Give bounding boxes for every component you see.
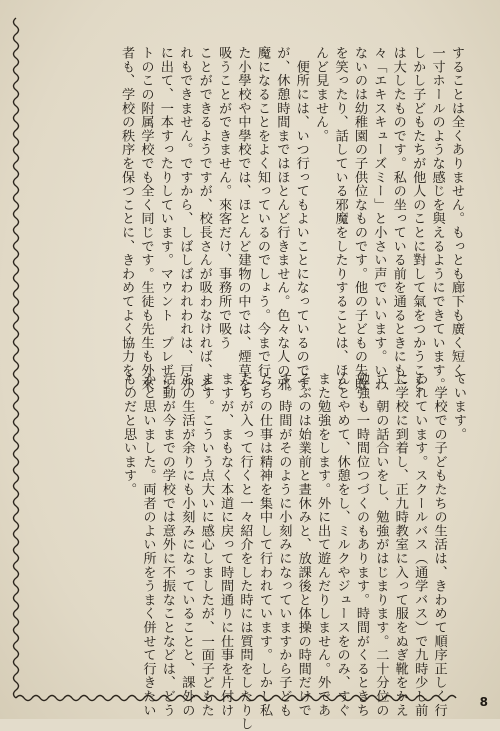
text-line: しかし子どもたちが他人のことに對して氣をつかうこと	[410, 46, 426, 391]
text-line: われています。スクールバス（通学バス）で九時少し前	[412, 372, 428, 717]
text-line: 勉強も一時間位つづくのもあります。時間がくるときち	[353, 372, 369, 717]
page-number: 8	[479, 695, 488, 709]
text-line: れもできません。ですから、しばしばわれわれは、戸外	[177, 46, 193, 391]
text-line: かと思いました。両者のよい所をうまく併せて行きたい	[140, 372, 156, 717]
text-line: んとやめて、休憩をし、ミルクやジュースをのみ、すぐ	[334, 372, 350, 717]
text-line: 活動が今までの学校では意外に不振なことなどは、どう	[159, 372, 175, 717]
lower-text-block	[119, 372, 468, 731]
text-line: ます。こういう点大いに感心しましたが、一面子どもた	[198, 372, 214, 717]
text-line: に出て、一本すったりしています。マウント プレザン	[157, 46, 173, 391]
text-line: ちの生活が余りにも小刻みになっていることと、課外の	[179, 372, 195, 717]
text-line: たちが入って行くと一々紹介をした時には質問をしたりし	[237, 372, 253, 731]
text-line: トのこの附属学校でも全く同じです。生徒も先生も外來	[138, 46, 154, 391]
text-line: 学校での子どもたちの生活は、きわめて順序正しく行	[431, 372, 447, 717]
text-line: 便所には、いつ行ってもよいことになっているのです	[293, 46, 309, 391]
text-line: することは全くありません。もっとも廊下も廣く短く、	[449, 46, 464, 391]
text-line: ますが、まもなく本道に戻って時間通りに仕事を片付け	[218, 372, 234, 717]
text-line: ものだと思います。	[121, 372, 137, 497]
text-line: 々「エキスキューズミー」と小さい声でいいます。いわ	[371, 46, 387, 391]
left-wavy-border	[14, 18, 19, 698]
text-line: たちの仕事は精神を集中して行われています。しかし私	[256, 372, 272, 717]
text-line: ないのは幼稚園の子供位なものです。他の子どもの失敗	[351, 46, 367, 391]
text-line: が、休憩時間まではほとんど行きません。色々な人の邪	[274, 46, 290, 391]
text-line: た小學校や中學校では、ほとんど建物の中では、煙草を	[235, 46, 251, 391]
text-line: そぶのは始業前と晝休みと、放課後と体操の時間だけで	[295, 372, 311, 717]
text-line: て、朝の話合いをし、勉強がはじまります。二十分位の	[373, 372, 389, 717]
text-line: 者も、学校の秩序を保つことに、きわめてよく協力をし	[119, 46, 135, 391]
bottom-wavy-border	[16, 696, 456, 701]
text-line: に学校に到着し、正九時教室に入って服をぬぎ靴をかえ	[392, 372, 408, 717]
text-line: 吸うことができません。來客だけ、事務所で吸う	[216, 46, 232, 350]
text-line: ています。	[451, 372, 466, 441]
upper-text-block	[117, 46, 466, 391]
text-line: んど見ません。	[313, 46, 329, 143]
text-line: は大したものです。私の坐っている前を通るときにも一	[390, 46, 406, 391]
text-line: 一寸ホールのような感じを與えるようにできています。	[429, 46, 445, 391]
text-line: す。時間がそのように小刻みになっていますから子ども	[276, 372, 292, 717]
text-line: 魔になることをよく知っているのでしょう。今まで行っ	[254, 46, 270, 391]
text-line: ことができるようですが、校長さんが吸わなければ、そ	[196, 46, 212, 391]
text-line: また勉強をします。外に出て遊んだりしません。外であ	[315, 372, 331, 717]
text-line: を笑ったり、話している邪魔をしたりすることは、ほと	[332, 46, 348, 391]
